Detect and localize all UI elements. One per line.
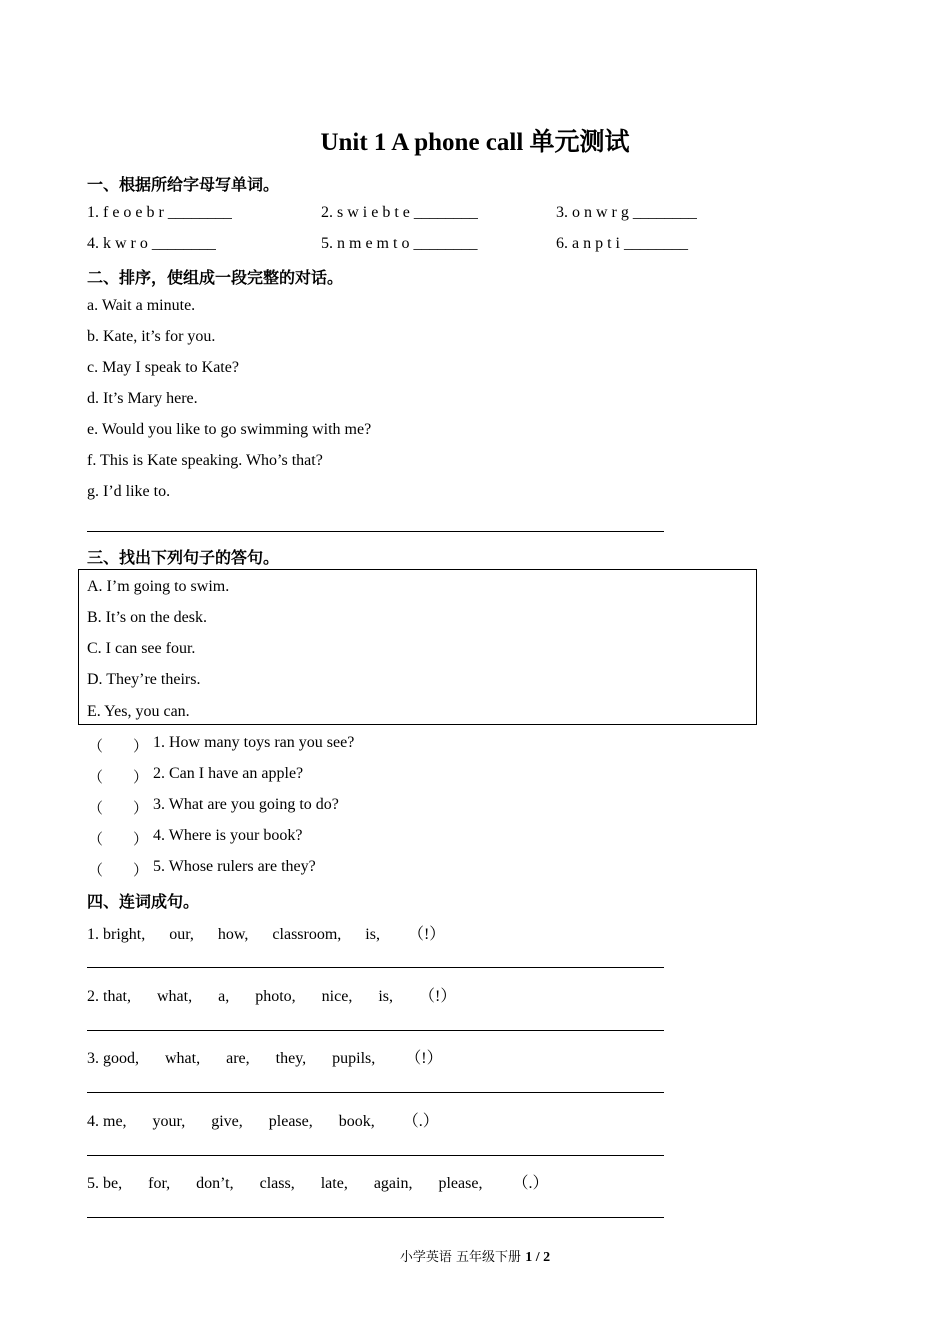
dialog-line-g: g. I’d like to. (87, 483, 171, 500)
sentence-item-5 (87, 1170, 548, 1193)
answer-blank-1[interactable]: （ ） (88, 739, 149, 755)
word: class, (259, 1175, 295, 1192)
word: 4. me, (87, 1113, 127, 1130)
dialog-line-a: a. Wait a minute. (87, 297, 196, 314)
word: are, (226, 1050, 250, 1067)
word-item-5: 5. n m e m t o ________ (321, 235, 478, 252)
page-footer (0, 1246, 950, 1266)
word: late, (320, 1175, 348, 1192)
word: a, (218, 988, 230, 1005)
punctuation: （.） (402, 1113, 439, 1130)
word: what, (157, 988, 193, 1005)
word-item-2: 2. s w i e b t e ________ (321, 204, 478, 221)
answer-line-2[interactable] (87, 1030, 664, 1031)
sentence-item-1 (87, 921, 445, 944)
question-4: 4. Where is your book? (153, 827, 303, 844)
dialog-line-d: d. It’s Mary here. (87, 390, 198, 407)
question-1: 1. How many toys ran you see? (153, 734, 355, 751)
punctuation: （!） (407, 926, 446, 943)
punctuation: （!） (405, 1050, 443, 1067)
punctuation: （.） (512, 1175, 549, 1192)
word: book, (338, 1113, 375, 1130)
word-item-6: 6. a n p t i ________ (556, 235, 688, 252)
word: how, (217, 926, 249, 943)
word: our, (169, 926, 194, 943)
word: is, (378, 988, 393, 1005)
option-d: D. They’re theirs. (87, 671, 201, 688)
sentence-item-4 (87, 1108, 439, 1131)
sentence-item-2 (87, 983, 456, 1006)
word: give, (211, 1113, 243, 1130)
word: again, (373, 1175, 413, 1192)
word: 5. be, (87, 1175, 123, 1192)
option-e: E. Yes, you can. (87, 703, 190, 720)
answer-line[interactable] (87, 531, 664, 532)
answer-line-3[interactable] (87, 1092, 664, 1093)
word-item-3: 3. o n w r g ________ (556, 204, 697, 221)
punctuation: （!） (419, 988, 457, 1005)
word: 3. good, (87, 1050, 139, 1067)
section-4-heading: 四、连词成句。 (87, 892, 200, 911)
dialog-line-f: f. This is Kate speaking. Who’s that? (87, 452, 323, 469)
dialog-line-c: c. May I speak to Kate? (87, 359, 239, 376)
word: please, (438, 1175, 483, 1192)
footer-label: 小学英语 五年级下册 (399, 1250, 522, 1265)
section-1-heading: 一、根据所给字母写单词。 (87, 175, 280, 194)
word-item-1: 1. f e o e b r ________ (87, 204, 232, 221)
answer-blank-2[interactable]: （ ） (88, 770, 149, 786)
dialog-line-b: b. Kate, it’s for you. (87, 328, 216, 345)
answer-blank-4[interactable]: （ ） (88, 832, 149, 848)
answer-blank-3[interactable]: （ ） (88, 801, 149, 817)
word: 1. bright, (87, 926, 146, 943)
question-5: 5. Whose rulers are they? (153, 858, 316, 875)
section-3-heading: 三、找出下列句子的答句。 (87, 548, 280, 567)
word: please, (268, 1113, 313, 1130)
option-b: B. It’s on the desk. (87, 609, 207, 626)
dialog-line-e: e. Would you like to go swimming with me? (87, 421, 372, 438)
answer-blank-5[interactable]: （ ） (88, 863, 149, 879)
option-a: A. I’m going to swim. (87, 578, 230, 595)
answer-line-4[interactable] (87, 1155, 664, 1156)
question-3: 3. What are you going to do? (153, 796, 339, 813)
question-2: 2. Can I have an apple? (153, 765, 304, 782)
section-2-heading: 二、排序，使组成一段完整的对话。 (87, 268, 344, 287)
word: photo, (255, 988, 296, 1005)
option-c: C. I can see four. (87, 640, 196, 657)
word-item-4: 4. k w r o ________ (87, 235, 216, 252)
page-number: 1 / 2 (525, 1250, 551, 1265)
word: your, (152, 1113, 186, 1130)
word: is, (365, 926, 380, 943)
word: pupils, (332, 1050, 376, 1067)
answer-line-5[interactable] (87, 1217, 664, 1218)
sentence-item-3 (87, 1045, 443, 1068)
word: nice, (321, 988, 353, 1005)
answer-line-1[interactable] (87, 967, 664, 968)
word: classroom, (272, 926, 342, 943)
word: 2. that, (87, 988, 131, 1005)
word: don’t, (196, 1175, 234, 1192)
page-title: Unit 1 A phone call 单元测试 (320, 129, 630, 156)
word: for, (148, 1175, 171, 1192)
word: they, (275, 1050, 307, 1067)
word: what, (165, 1050, 201, 1067)
